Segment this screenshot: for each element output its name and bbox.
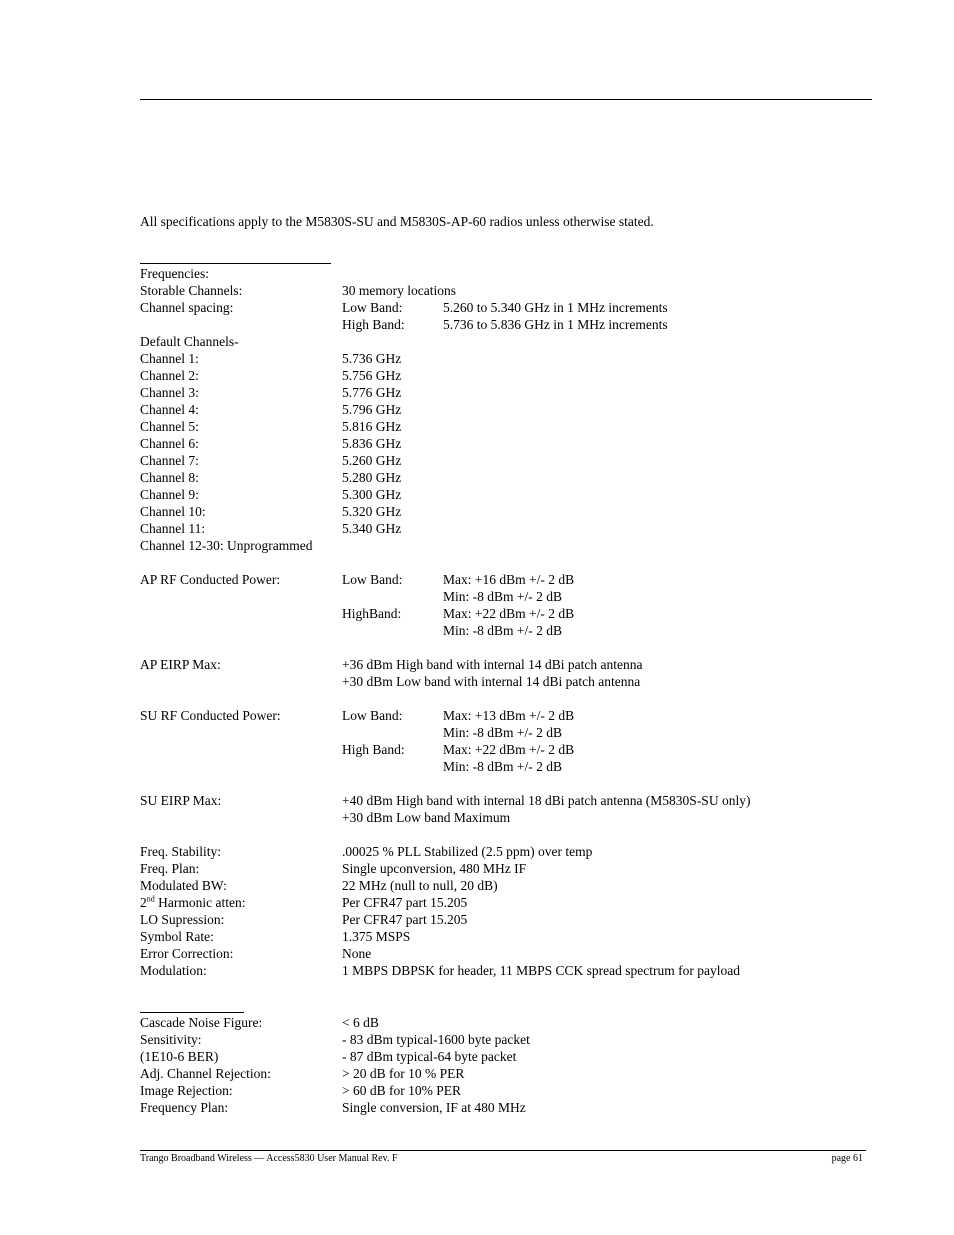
spec-label: Channel spacing: [140,300,234,315]
spec-value: +30 dBm Low band Maximum [342,810,511,825]
spec-label: Channel 10: [140,504,206,519]
spec-label: Channel 7: [140,453,199,468]
page-number: page 61 [831,1153,863,1164]
spec-value: 5.300 GHz [342,487,402,502]
spec-value: +36 dBm High band with internal 14 dBi patch antenna [342,657,643,672]
spec-label: AP RF Conducted Power: [140,572,281,587]
spec-label: LO Supression: [140,912,225,927]
spec-label: SU EIRP Max: [140,793,222,808]
spec-detail: Min: -8 dBm +/- 2 dB [443,589,562,604]
spec-label: Channel 2: [140,368,199,383]
spec-value: Low Band: [342,572,403,587]
spec-label-text: Harmonic atten: [154,895,246,910]
spec-detail: Max: +22 dBm +/- 2 dB [443,606,575,621]
spec-value: > 60 dB for 10% PER [342,1083,461,1098]
spec-value: - 87 dBm typical-64 byte packet [342,1049,517,1064]
spec-label: Symbol Rate: [140,929,214,944]
footer-title: Trango Broadband Wireless — Access5830 User Manual Rev. F [140,1153,398,1164]
spec-label-number: 2 [140,895,147,910]
spec-value: High Band: [342,317,405,332]
spec-value: .00025 % PLL Stabilized (2.5 ppm) over temp [342,844,593,859]
spec-label: Channel 12-30: Unprogrammed [140,538,313,553]
spec-value: Low Band: [342,300,403,315]
spec-label: Channel 4: [140,402,199,417]
spec-detail: Min: -8 dBm +/- 2 dB [443,725,562,740]
spec-label: Storable Channels: [140,283,243,298]
spec-value: +30 dBm Low band with internal 14 dBi patch antenna [342,674,641,689]
spec-label: Channel 9: [140,487,199,502]
spec-value: 5.340 GHz [342,521,402,536]
spec-label: SU RF Conducted Power: [140,708,281,723]
spec-value: - 83 dBm typical-1600 byte packet [342,1032,530,1047]
spec-detail: Max: +22 dBm +/- 2 dB [443,742,575,757]
spec-label: Error Correction: [140,946,234,961]
spec-value: Low Band: [342,708,403,723]
spec-value: None [342,946,372,961]
spec-value: 22 MHz (null to null, 20 dB) [342,878,498,893]
spec-value: 5.260 GHz [342,453,402,468]
spec-value: < 6 dB [342,1015,379,1030]
spec-value: 5.836 GHz [342,436,402,451]
spec-value: 5.776 GHz [342,385,402,400]
spec-value: 30 memory locations [342,283,456,298]
spec-value: > 20 dB for 10 % PER [342,1066,465,1081]
spec-label: Frequencies: [140,266,209,281]
spec-value: 5.320 GHz [342,504,402,519]
spec-label: Frequency Plan: [140,1100,229,1115]
spec-value: 5.796 GHz [342,402,402,417]
spec-value: 5.280 GHz [342,470,402,485]
spec-label: Channel 8: [140,470,199,485]
spec-label: Channel 6: [140,436,199,451]
spec-label: (1E10-6 BER) [140,1049,219,1064]
spec-value: Single conversion, IF at 480 MHz [342,1100,526,1115]
spec-label [140,894,245,911]
spec-value: 5.736 GHz [342,351,402,366]
spec-value: Single upconversion, 480 MHz IF [342,861,527,876]
spec-label: Freq. Plan: [140,861,200,876]
spec-label: Channel 1: [140,351,199,366]
spec-value: 5.816 GHz [342,419,402,434]
spec-label: Default Channels- [140,334,239,349]
spec-value: HighBand: [342,606,402,621]
header-rule [140,99,872,100]
spec-detail: Min: -8 dBm +/- 2 dB [443,623,562,638]
spec-value: 1 MBPS DBPSK for header, 11 MBPS CCK spread spectrum for payload [342,963,740,978]
spec-label: Adj. Channel Rejection: [140,1066,271,1081]
spec-label: Channel 11: [140,521,206,536]
ordinal-suffix: nd [146,894,155,904]
spec-label: AP EIRP Max: [140,657,221,672]
spec-detail: Min: -8 dBm +/- 2 dB [443,759,562,774]
spec-value: Per CFR47 part 15.205 [342,912,468,927]
spec-value: 1.375 MSPS [342,929,411,944]
spec-detail: Max: +16 dBm +/- 2 dB [443,572,575,587]
spec-value: Per CFR47 part 15.205 [342,895,468,910]
spec-label: Image Rejection: [140,1083,233,1098]
spec-detail: 5.260 to 5.340 GHz in 1 MHz increments [443,300,668,315]
intro-paragraph: All specifications apply to the M5830S-SU and M5830S-AP-60 radios unless otherwise stated. [140,214,654,229]
spec-detail: 5.736 to 5.836 GHz in 1 MHz increments [443,317,668,332]
spec-label: Channel 3: [140,385,199,400]
spec-value: 5.756 GHz [342,368,402,383]
spec-label: Freq. Stability: [140,844,221,859]
spec-label: Sensitivity: [140,1032,202,1047]
spec-label: Channel 5: [140,419,199,434]
spec-label: Modulation: [140,963,207,978]
transmitter-section-rule [140,263,331,264]
spec-value: +40 dBm High band with internal 18 dBi patch antenna (M5830S-SU only) [342,793,751,808]
receiver-section-rule [140,1012,244,1013]
spec-label: Modulated BW: [140,878,227,893]
footer-rule [140,1150,866,1151]
spec-detail: Max: +13 dBm +/- 2 dB [443,708,575,723]
spec-label: Cascade Noise Figure: [140,1015,263,1030]
spec-value: High Band: [342,742,405,757]
